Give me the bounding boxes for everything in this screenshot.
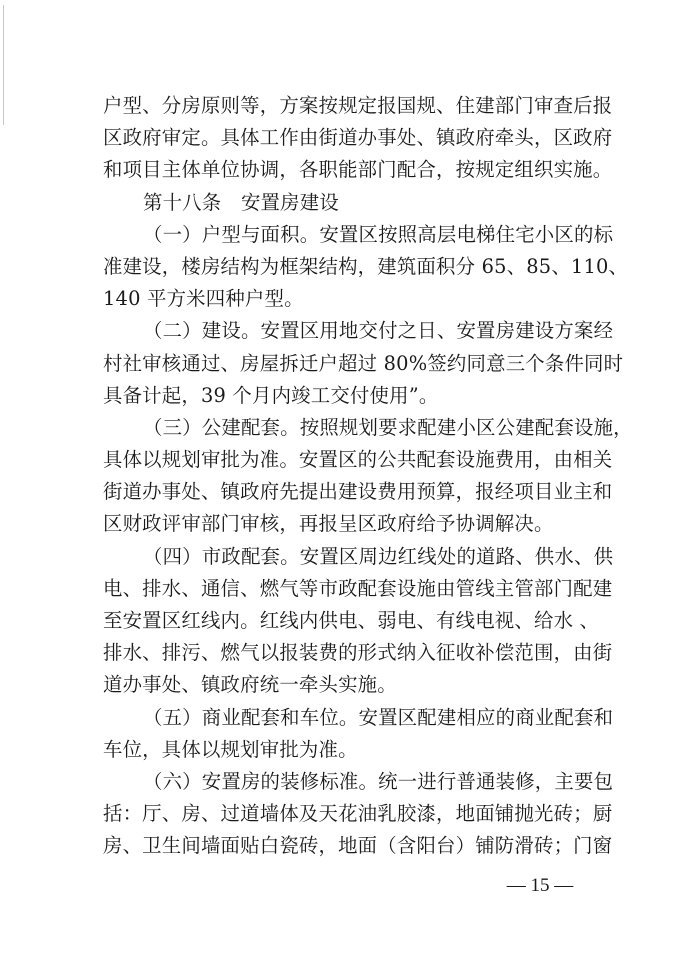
text-line: 区财政评审部门审核，再报呈区政府给予协调解决。 (103, 512, 554, 536)
text-line: 道办事处、镇政府统一牵头实施。 (103, 673, 397, 697)
page-number: — 15 — (506, 875, 574, 896)
scan-edge-artifact (3, 5, 4, 125)
text-line: 街道办事处、镇政府先提出建设费用预算，报经项目业主和 (103, 480, 613, 504)
text-line: 区政府审定。具体工作由街道办事处、镇政府牵头，区政府 (103, 126, 613, 150)
text-line: 村社审核通过、房屋拆迁户超过 80%签约同意三个条件同时 (103, 351, 624, 375)
text-line: 房、卫生间墙面贴白瓷砖，地面（含阳台）铺防滑砖；门窗 (103, 834, 613, 858)
text-line: 车位，具体以规划审批为准。 (103, 737, 358, 761)
article-heading: 第十八条 安置房建设 (143, 190, 339, 214)
section-item-2: （二）建设。安置区用地交付之日、安置房建设方案经 (143, 319, 614, 343)
text-line: 具体以规划审批为准。安置区的公共配套设施费用，由相关 (103, 448, 613, 472)
text-line: 和项目主体单位协调，各职能部门配合，按规定组织实施。 (103, 158, 613, 182)
text-line: 排水、排污、燃气以报装费的形式纳入征收补偿范围，由街 (103, 641, 613, 665)
section-item-1: （一）户型与面积。安置区按照高层电梯住宅小区的标 (143, 222, 614, 246)
document-body (103, 90, 633, 863)
text-line: 电、排水、通信、燃气等市政配套设施由管线主管部门配建 (103, 576, 613, 600)
section-item-5: （五）商业配套和车位。安置区配建相应的商业配套和 (143, 705, 614, 729)
text-line: 括：厅、房、过道墙体及天花油乳胶漆，地面铺抛光砖；厨 (103, 802, 613, 826)
text-line: 户型、分房原则等，方案按规定报国规、住建部门审查后报 (103, 94, 613, 117)
section-item-3: （三）公建配套。按照规划要求配建小区公建配套设施， (143, 415, 633, 439)
text-line: 准建设，楼房结构为框架结构，建筑面积分 65、85、110、 (103, 254, 629, 278)
section-item-4: （四）市政配套。安置区周边红线处的道路、供水、供 (143, 544, 614, 568)
section-item-6: （六）安置房的装修标准。统一进行普通装修，主要包 (143, 769, 614, 793)
text-line: 至安置区红线内。红线内供电、弱电、有线电视、给水 、 (103, 609, 600, 632)
text-line: 140 平方米四种户型。 (103, 287, 304, 311)
text-line: 具备计起，39 个月内竣工交付使用”。 (103, 383, 439, 407)
